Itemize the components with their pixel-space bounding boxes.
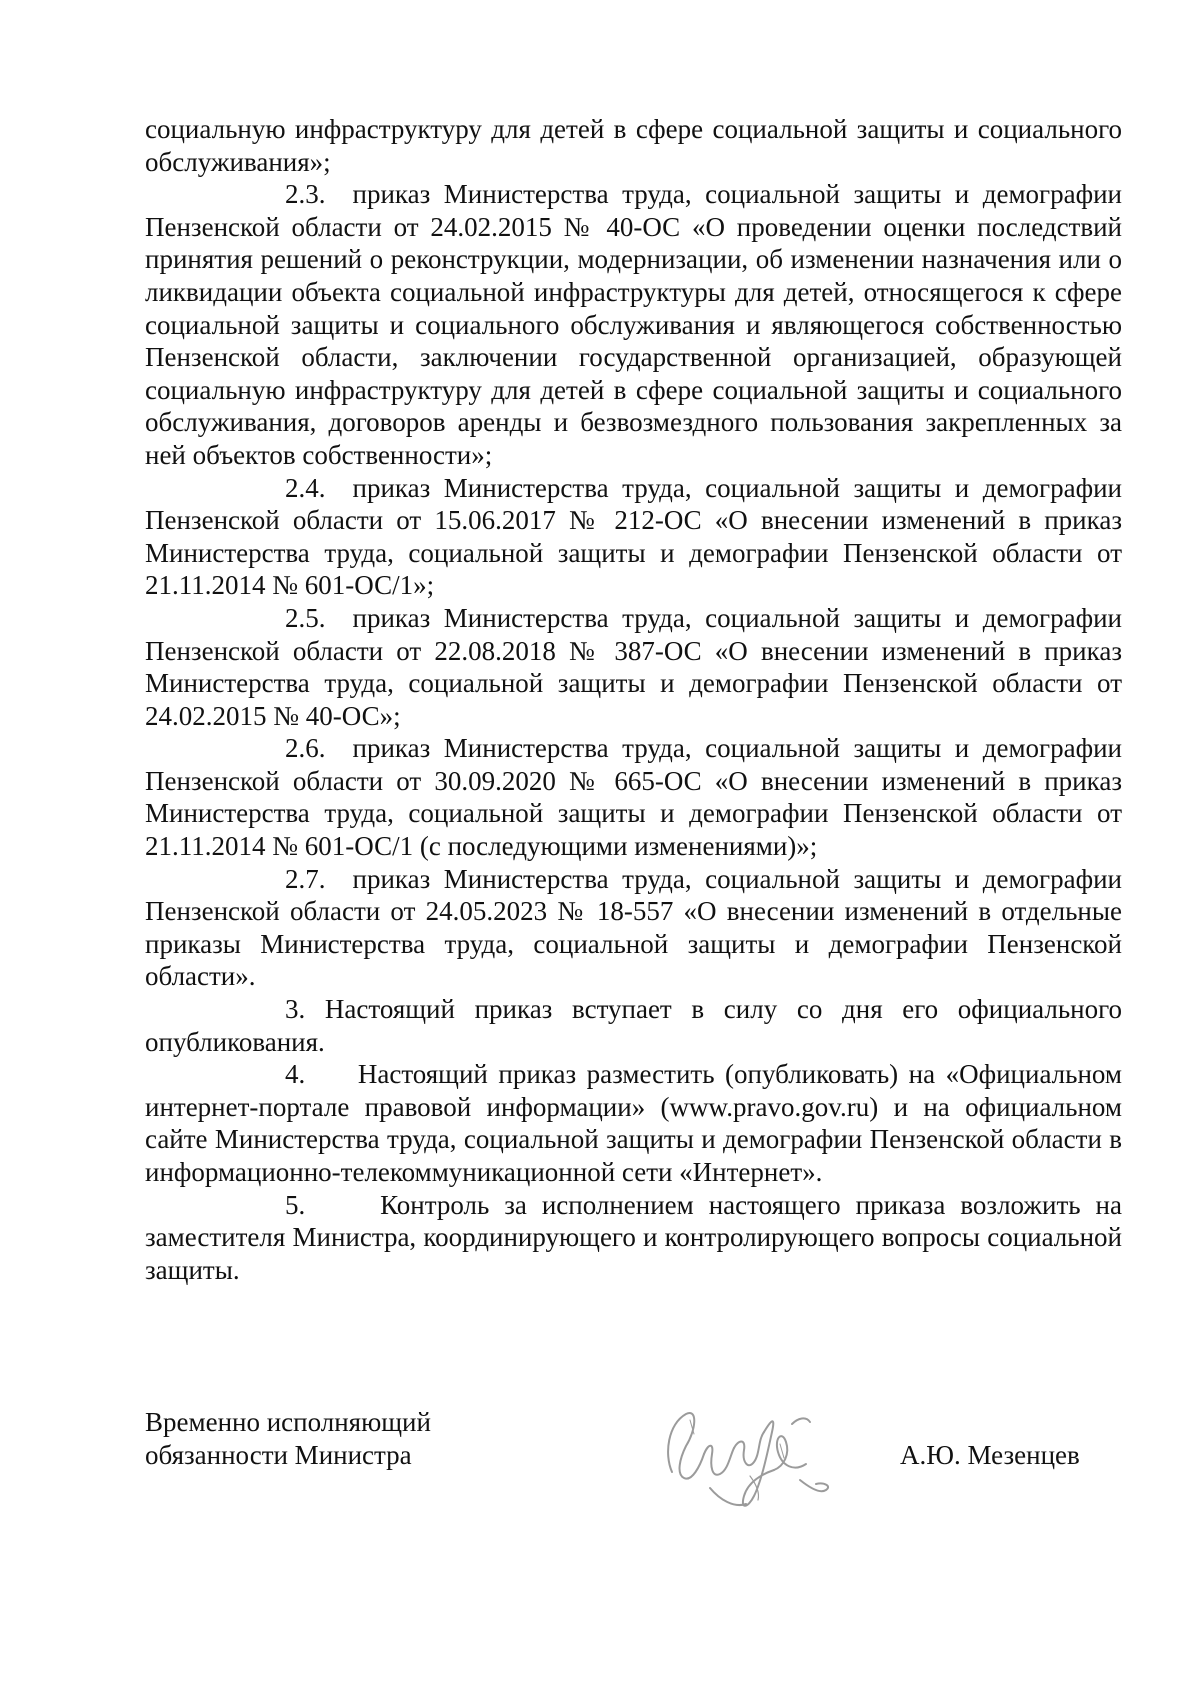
signature-block: [145, 1406, 1122, 1566]
document-body: [145, 113, 1122, 1286]
paragraph-text: приказ Министерства труда, социальной защиты и демографии Пензенской области от 22.08.2018 № 387-ОС «О внесении изменений в приказ Министерства труда, социальной защиты и демографии Пензенской области от 24.02.2015 № 40-ОС»;: [145, 602, 1122, 731]
paragraph-text: Настоящий приказ разместить (опубликовать) на «Официальном интернет-портале правовой информации» (www.pravo.gov.ru) и на официальном сайте Министерства труда, социальной защиты и демографии Пензенской области в информационно-телекоммуникационной сети «Интернет».: [145, 1059, 1122, 1187]
paragraph-text: социальную инфраструктуру для детей в сфере социальной защиты и социального обслуживания»;: [145, 114, 1122, 177]
paragraph-number: 5.: [285, 1189, 306, 1220]
paragraph-text: приказ Министерства труда, социальной защиты и демографии Пензенской области от 15.06.2017 № 212-ОС «О внесении изменений в приказ Министерства труда, социальной защиты и демографии Пензенской области от 21.11.2014 № 601-ОС/1»;: [145, 472, 1122, 601]
handwritten-signature: [650, 1384, 840, 1534]
paragraph-2-4: [145, 472, 1122, 602]
paragraph-number: 2.5.: [285, 602, 326, 633]
paragraph-3: [145, 993, 1122, 1058]
signatory-position-line-2: обязанности Министра: [145, 1439, 412, 1470]
paragraph-text: приказ Министерства труда, социальной защиты и демографии Пензенской области от 24.05.2023 № 18-557 «О внесении изменений в отдельные приказы Министерства труда, социальной защиты и демографии Пензенской области».: [145, 863, 1122, 992]
paragraph-text: приказ Министерства труда, социальной защиты и демографии Пензенской области от 30.09.2020 № 665-ОС «О внесении изменений в приказ Министерства труда, социальной защиты и демографии Пензенской области от 21.11.2014 № 601-ОС/1 (с последующими изменениями)»;: [145, 733, 1122, 862]
paragraph-continuation: [145, 113, 1122, 178]
signatory-position: [145, 1406, 485, 1471]
paragraph-number: 2.6.: [285, 733, 326, 764]
paragraph-number: 3.: [285, 994, 306, 1025]
paragraph-text: приказ Министерства труда, социальной защиты и демографии Пензенской области от 24.02.2015 № 40-ОС «О проведении оценки последствий принятия решений о реконструкции, модернизации, об изменении назначения или о ликвидации объекта социальной инфраструктуры для детей, относящегося к сфере социальной защиты и социального обслуживания и являющегося собственностью Пензенской области, заключении государственной организацией, образующей социальную инфраструктуру для детей в сфере социальной защиты и социального обслуживания, договоров аренды и безвозмездного пользования закрепленных за ней объектов собственности»;: [145, 179, 1122, 470]
paragraph-2-5: [145, 602, 1122, 732]
paragraph-2-3: [145, 178, 1122, 471]
paragraph-2-6: [145, 732, 1122, 862]
paragraph-4: [145, 1058, 1122, 1188]
paragraph-number: 2.4.: [285, 472, 326, 503]
paragraph-2-7: [145, 863, 1122, 993]
signatory-name: А.Ю. Мезенцев: [900, 1439, 1080, 1470]
paragraph-5: [145, 1189, 1122, 1287]
paragraph-number: 2.7.: [285, 863, 326, 894]
paragraph-text: Настоящий приказ вступает в силу со дня его официального опубликования.: [145, 994, 1123, 1057]
signatory-position-line-1: Временно исполняющий: [145, 1407, 431, 1437]
paragraph-number: 4.: [285, 1059, 306, 1090]
paragraph-text: Контроль за исполнением настоящего приказа возложить на заместителя Министра, координирующего и контролирующего вопросы социальной защиты.: [145, 1189, 1122, 1285]
paragraph-number: 2.3.: [285, 179, 326, 210]
